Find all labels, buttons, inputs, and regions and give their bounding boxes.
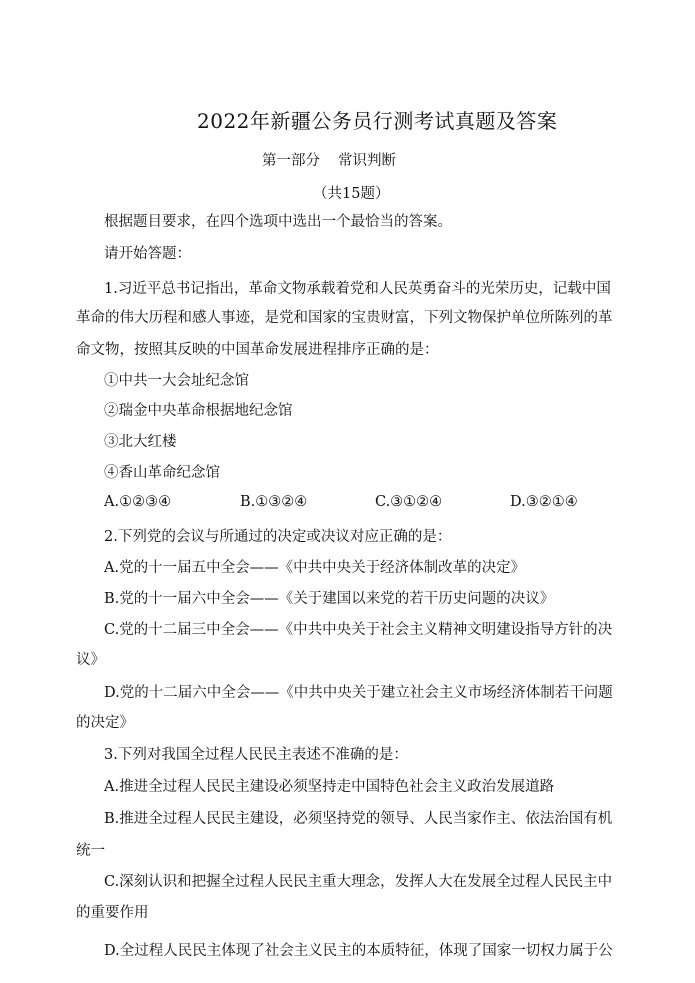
- q1-stem-line-2: 革命的伟大历程和感人事迹，是党和国家的宝贵财富，下列文物保护单位所陈列的革: [76, 310, 613, 326]
- question-count: （共15题）: [313, 186, 390, 202]
- q3-stem: 3.下列对我国全过程人民民主表述不准确的是：: [104, 747, 408, 763]
- q1-option-a: A.①②③④: [104, 494, 172, 510]
- q3-option-a: A.推进全过程人民民主建设必须坚持走中国特色社会主义政治发展道路: [104, 779, 555, 795]
- q2-option-a: A.党的十一届五中全会——《中共中央关于经济体制改革的决定》: [104, 560, 526, 576]
- q3-option-c-line-1: C.深刻认识和把握全过程人民民主重大理念，发挥人大在发展全过程人民民主中: [104, 874, 613, 890]
- q2-option-d-line-1: D.党的十二届六中全会——《中共中央关于建立社会主义市场经济体制若干问题: [104, 685, 613, 701]
- q2-option-c-line-1: C.党的十二届三中全会——《中共中央关于社会主义精神文明建设指导方针的决: [104, 622, 613, 638]
- instructions: 根据题目要求，在四个选项中选出一个最恰当的答案。: [104, 214, 452, 230]
- q3-option-d-line-1: D.全过程人民民主体现了社会主义民主的本质特征，体现了国家一切权力属于公: [104, 943, 613, 959]
- q1-option-c: C.③①②④: [375, 494, 443, 510]
- q3-option-b-line-2: 统一: [76, 843, 105, 859]
- q1-item-2: ②瑞金中央革命根据地纪念馆: [104, 403, 293, 419]
- q1-stem-line-1: 1.习近平总书记指出，革命文物承载着党和人民英勇奋斗的光荣历史，记载中国: [104, 281, 611, 297]
- q1-stem-line-3: 命文物，按照其反映的中国革命发展进程排序正确的是：: [76, 342, 439, 358]
- q1-option-b: B.①③②④: [240, 494, 308, 510]
- q2-stem: 2.下列党的会议与所通过的决定或决议对应正确的是：: [104, 529, 452, 545]
- q2-option-d-line-2: 的决定》: [76, 715, 134, 731]
- section-topic-label: 常识判断: [338, 153, 396, 169]
- page-title: 2022年新疆公务员行测考试真题及答案: [197, 109, 558, 133]
- q1-item-1: ①中共一大会址纪念馆: [104, 373, 249, 389]
- q2-option-c-line-2: 议》: [76, 652, 105, 668]
- q1-option-d: D.③②①④: [510, 494, 578, 510]
- section-heading: [262, 149, 396, 170]
- q1-item-4: ④香山革命纪念馆: [104, 465, 220, 481]
- q2-option-b: B.党的十一届六中全会——《关于建国以来党的若干历史问题的决议》: [104, 591, 555, 607]
- q3-option-c-line-2: 的重要作用: [76, 905, 149, 921]
- q1-item-3: ③北大红楼: [104, 434, 177, 450]
- start-prompt: 请开始答题：: [104, 246, 191, 262]
- q3-option-b-line-1: B.推进全过程人民民主建设，必须坚持党的领导、人民当家作主、依法治国有机: [104, 811, 613, 827]
- section-part-label: 第一部分: [262, 153, 320, 169]
